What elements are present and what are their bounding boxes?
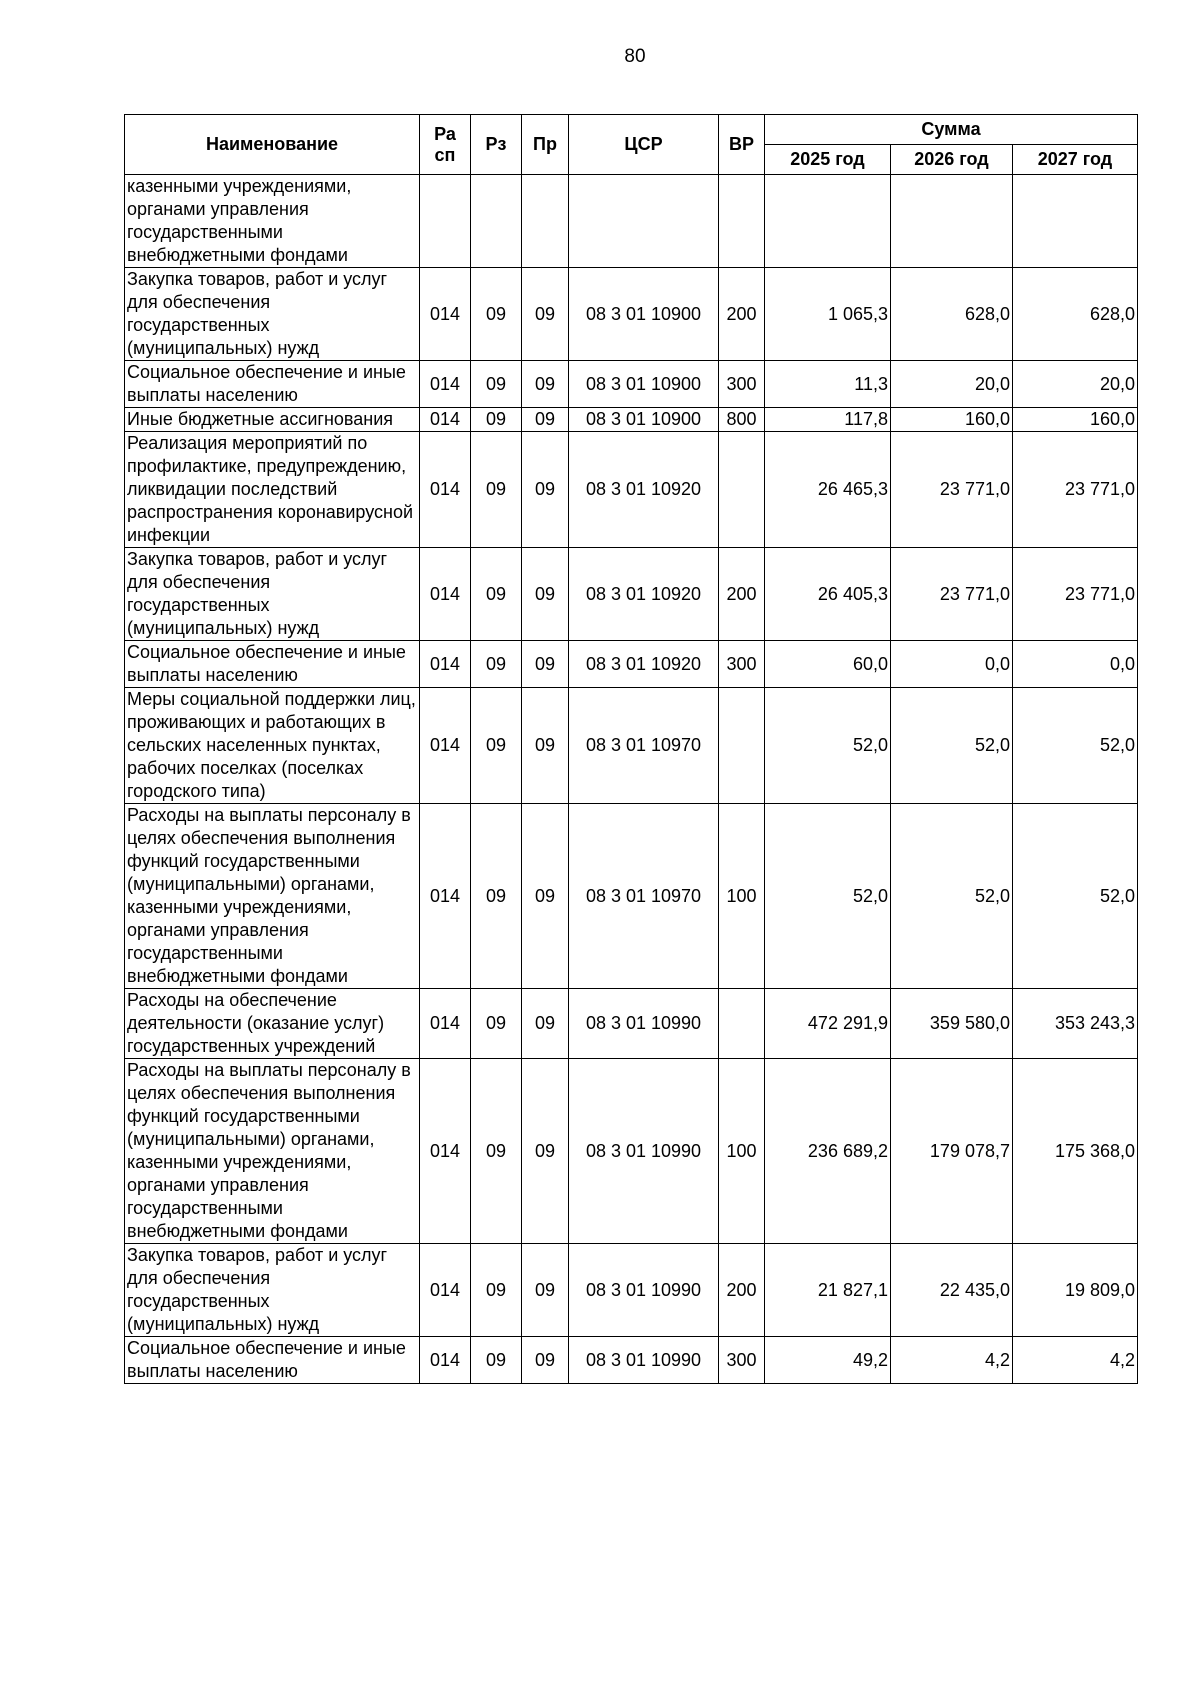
- cell-pr: 09: [522, 548, 569, 641]
- cell-rz: 09: [471, 804, 522, 989]
- cell-csr: 08 3 01 10990: [569, 1337, 719, 1384]
- cell-rasp: 014: [420, 989, 471, 1059]
- cell-vr: 800: [719, 408, 765, 432]
- cell-sum-2025: 49,2: [765, 1337, 891, 1384]
- cell-vr: 100: [719, 1059, 765, 1244]
- budget-table: [124, 114, 1138, 1384]
- cell-sum-2026: 23 771,0: [891, 432, 1013, 548]
- cell-name: Расходы на обеспечение деятельности (оказание услуг) государственных учреждений: [125, 989, 420, 1059]
- cell-pr: 09: [522, 361, 569, 408]
- header-pr: Пр: [522, 115, 569, 175]
- cell-sum-2025: 52,0: [765, 688, 891, 804]
- cell-name: Закупка товаров, работ и услуг для обеспечения государственных (муниципальных) нужд: [125, 1244, 420, 1337]
- cell-rasp: 014: [420, 688, 471, 804]
- cell-name: Закупка товаров, работ и услуг для обеспечения государственных (муниципальных) нужд: [125, 268, 420, 361]
- cell-sum-2026: 23 771,0: [891, 548, 1013, 641]
- cell-csr: 08 3 01 10920: [569, 641, 719, 688]
- cell-sum-2025: 11,3: [765, 361, 891, 408]
- cell-sum-2027: 19 809,0: [1013, 1244, 1138, 1337]
- cell-vr: [719, 432, 765, 548]
- cell-sum-2026: 628,0: [891, 268, 1013, 361]
- header-vr: ВР: [719, 115, 765, 175]
- cell-sum-2025: 1 065,3: [765, 268, 891, 361]
- cell-pr: 09: [522, 989, 569, 1059]
- cell-rz: 09: [471, 688, 522, 804]
- cell-sum-2026: 52,0: [891, 688, 1013, 804]
- cell-rz: 09: [471, 1244, 522, 1337]
- table-row: [125, 432, 1138, 548]
- cell-csr: 08 3 01 10920: [569, 548, 719, 641]
- cell-vr: 300: [719, 1337, 765, 1384]
- cell-sum-2027: 175 368,0: [1013, 1059, 1138, 1244]
- cell-sum-2026: 359 580,0: [891, 989, 1013, 1059]
- cell-sum-2027: [1013, 175, 1138, 268]
- cell-sum-2025: 26 465,3: [765, 432, 891, 548]
- cell-csr: 08 3 01 10990: [569, 1059, 719, 1244]
- cell-sum-2027: 23 771,0: [1013, 548, 1138, 641]
- cell-rasp: 014: [420, 432, 471, 548]
- cell-vr: 300: [719, 361, 765, 408]
- cell-name: Меры социальной поддержки лиц, проживающих и работающих в сельских населенных пунктах, рабочих поселках (поселках городского типа): [125, 688, 420, 804]
- cell-sum-2027: 0,0: [1013, 641, 1138, 688]
- header-rz: Рз: [471, 115, 522, 175]
- cell-name: Иные бюджетные ассигнования: [125, 408, 420, 432]
- cell-rasp: 014: [420, 1337, 471, 1384]
- table-row: [125, 1337, 1138, 1384]
- cell-sum-2027: 353 243,3: [1013, 989, 1138, 1059]
- cell-rz: 09: [471, 548, 522, 641]
- cell-name: Расходы на выплаты персоналу в целях обеспечения выполнения функций государственными (муниципальными) органами, казенными учреждениями, органами управления государственными внебюджетными фондами: [125, 804, 420, 989]
- cell-sum-2027: 52,0: [1013, 804, 1138, 989]
- table-row: [125, 548, 1138, 641]
- header-year-2025: 2025 год: [765, 145, 891, 175]
- cell-csr: 08 3 01 10900: [569, 408, 719, 432]
- cell-sum-2026: 0,0: [891, 641, 1013, 688]
- cell-csr: 08 3 01 10990: [569, 1244, 719, 1337]
- cell-sum-2025: 26 405,3: [765, 548, 891, 641]
- cell-vr: 200: [719, 268, 765, 361]
- cell-vr: 300: [719, 641, 765, 688]
- cell-name: Социальное обеспечение и иные выплаты населению: [125, 361, 420, 408]
- cell-sum-2026: 20,0: [891, 361, 1013, 408]
- cell-csr: 08 3 01 10970: [569, 688, 719, 804]
- cell-pr: 09: [522, 408, 569, 432]
- cell-pr: 09: [522, 432, 569, 548]
- cell-sum-2026: 179 078,7: [891, 1059, 1013, 1244]
- cell-rasp: 014: [420, 268, 471, 361]
- cell-csr: 08 3 01 10900: [569, 361, 719, 408]
- table-row: [125, 1244, 1138, 1337]
- table-row: [125, 408, 1138, 432]
- cell-sum-2026: [891, 175, 1013, 268]
- cell-sum-2025: 117,8: [765, 408, 891, 432]
- cell-vr: 100: [719, 804, 765, 989]
- cell-sum-2025: 21 827,1: [765, 1244, 891, 1337]
- cell-csr: [569, 175, 719, 268]
- cell-sum-2025: [765, 175, 891, 268]
- header-year-2027: 2027 год: [1013, 145, 1138, 175]
- cell-vr: [719, 989, 765, 1059]
- cell-name: Расходы на выплаты персоналу в целях обеспечения выполнения функций государственными (муниципальными) органами, казенными учреждениями, органами управления государственными внебюджетными фондами: [125, 1059, 420, 1244]
- cell-rz: 09: [471, 432, 522, 548]
- cell-rz: 09: [471, 989, 522, 1059]
- cell-sum-2026: 52,0: [891, 804, 1013, 989]
- cell-rasp: 014: [420, 1059, 471, 1244]
- cell-csr: 08 3 01 10990: [569, 989, 719, 1059]
- cell-vr: [719, 175, 765, 268]
- cell-rz: 09: [471, 1059, 522, 1244]
- cell-vr: 200: [719, 548, 765, 641]
- cell-rasp: 014: [420, 1244, 471, 1337]
- cell-rasp: 014: [420, 804, 471, 989]
- cell-name: Закупка товаров, работ и услуг для обеспечения государственных (муниципальных) нужд: [125, 548, 420, 641]
- cell-rasp: [420, 175, 471, 268]
- page-number: 80: [624, 46, 646, 67]
- header-rasp: Ра сп: [420, 115, 471, 175]
- cell-sum-2026: 22 435,0: [891, 1244, 1013, 1337]
- cell-sum-2025: 60,0: [765, 641, 891, 688]
- cell-sum-2026: 4,2: [891, 1337, 1013, 1384]
- cell-rz: [471, 175, 522, 268]
- cell-name: Социальное обеспечение и иные выплаты населению: [125, 1337, 420, 1384]
- cell-csr: 08 3 01 10920: [569, 432, 719, 548]
- header-csr: ЦСР: [569, 115, 719, 175]
- cell-sum-2026: 160,0: [891, 408, 1013, 432]
- cell-name: Реализация мероприятий по профилактике, предупреждению, ликвидации последствий распространения коронавирусной инфекции: [125, 432, 420, 548]
- table-row: [125, 641, 1138, 688]
- cell-sum-2027: 160,0: [1013, 408, 1138, 432]
- header-sum: Сумма: [765, 115, 1138, 145]
- cell-sum-2027: 23 771,0: [1013, 432, 1138, 548]
- cell-rasp: 014: [420, 548, 471, 641]
- cell-sum-2027: 20,0: [1013, 361, 1138, 408]
- cell-sum-2025: 52,0: [765, 804, 891, 989]
- cell-pr: 09: [522, 641, 569, 688]
- cell-vr: 200: [719, 1244, 765, 1337]
- cell-pr: 09: [522, 1244, 569, 1337]
- table-row: [125, 989, 1138, 1059]
- table-row: [125, 804, 1138, 989]
- cell-pr: 09: [522, 268, 569, 361]
- cell-rz: 09: [471, 408, 522, 432]
- table-body: [125, 175, 1138, 1384]
- cell-sum-2027: 4,2: [1013, 1337, 1138, 1384]
- cell-pr: 09: [522, 804, 569, 989]
- cell-sum-2025: 236 689,2: [765, 1059, 891, 1244]
- cell-pr: 09: [522, 1059, 569, 1244]
- table-row: [125, 688, 1138, 804]
- cell-name: Социальное обеспечение и иные выплаты населению: [125, 641, 420, 688]
- table-header: [125, 115, 1138, 175]
- table-row: [125, 361, 1138, 408]
- cell-rz: 09: [471, 361, 522, 408]
- header-name: Наименование: [125, 115, 420, 175]
- cell-pr: 09: [522, 1337, 569, 1384]
- cell-sum-2027: 628,0: [1013, 268, 1138, 361]
- cell-rasp: 014: [420, 641, 471, 688]
- cell-pr: 09: [522, 688, 569, 804]
- cell-rz: 09: [471, 641, 522, 688]
- cell-pr: [522, 175, 569, 268]
- cell-rz: 09: [471, 268, 522, 361]
- cell-rasp: 014: [420, 408, 471, 432]
- table-row: [125, 1059, 1138, 1244]
- cell-sum-2025: 472 291,9: [765, 989, 891, 1059]
- table-row: [125, 175, 1138, 268]
- table-row: [125, 268, 1138, 361]
- header-year-2026: 2026 год: [891, 145, 1013, 175]
- cell-rasp: 014: [420, 361, 471, 408]
- cell-csr: 08 3 01 10900: [569, 268, 719, 361]
- cell-rz: 09: [471, 1337, 522, 1384]
- cell-vr: [719, 688, 765, 804]
- cell-name: казенными учреждениями, органами управления государственными внебюджетными фондами: [125, 175, 420, 268]
- cell-sum-2027: 52,0: [1013, 688, 1138, 804]
- cell-csr: 08 3 01 10970: [569, 804, 719, 989]
